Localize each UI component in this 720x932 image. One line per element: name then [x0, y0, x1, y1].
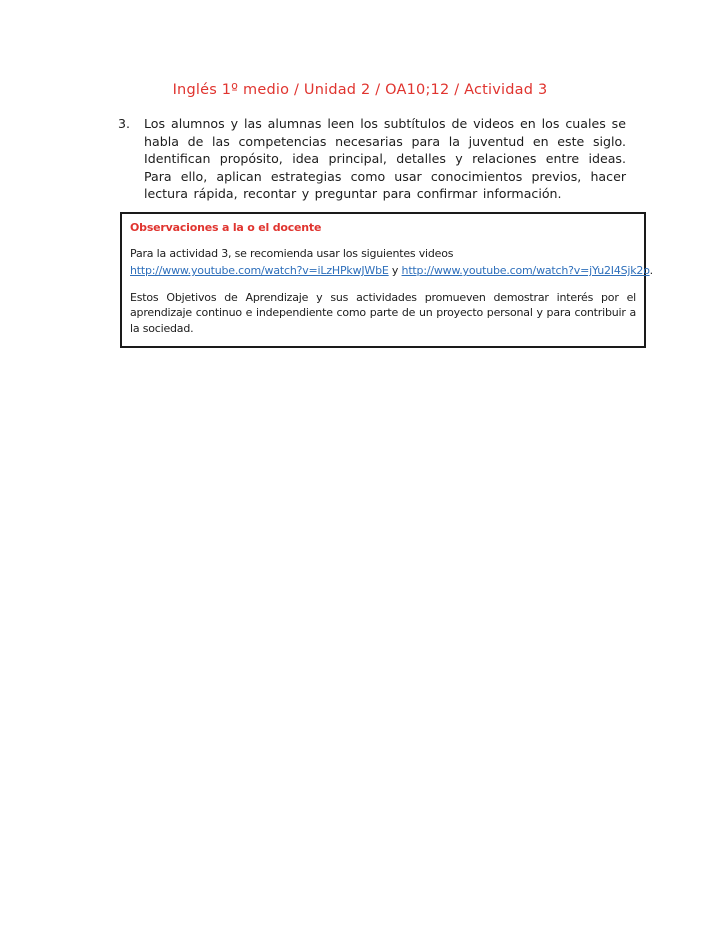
note-box-intro: Para la actividad 3, se recomienda usar los siguientes videos	[130, 246, 454, 260]
youtube-link-2[interactable]: http://www.youtube.com/watch?v=jYu2I4Sjk2o	[401, 264, 650, 277]
youtube-link-1[interactable]: http://www.youtube.com/watch?v=iLzHPkwJWbE	[130, 264, 389, 277]
link-connector-text: y	[388, 264, 402, 277]
note-box-heading: Observaciones a la o el docente	[130, 221, 322, 234]
teacher-note-box	[120, 212, 653, 348]
page-title: Inglés 1º medio / Unidad 2 / OA10;12 / Actividad 3	[172, 82, 548, 98]
activity-number: 3.	[118, 116, 131, 131]
activity-item-3	[118, 115, 626, 203]
note-box-links-line	[130, 263, 653, 279]
link-line-period: .	[649, 264, 653, 277]
activity-paragraph: Los alumnos y las alumnas leen los subtítulos de videos en los cuales se habla de las competencias necesarias para la juventud en este siglo. Identifican propósito, idea principal, detalles y relaciones entre ideas. Para ello, aplican estrategias como usar conocimientos previos, hacer lectura rápida, recontar y preguntar para confirmar información.	[144, 116, 626, 202]
note-box-body: Estos Objetivos de Aprendizaje y sus actividades promueven demostrar interés por el aprendizaje continuo e independiente como parte de un proyecto personal y para contribuir a la sociedad.	[130, 290, 636, 335]
